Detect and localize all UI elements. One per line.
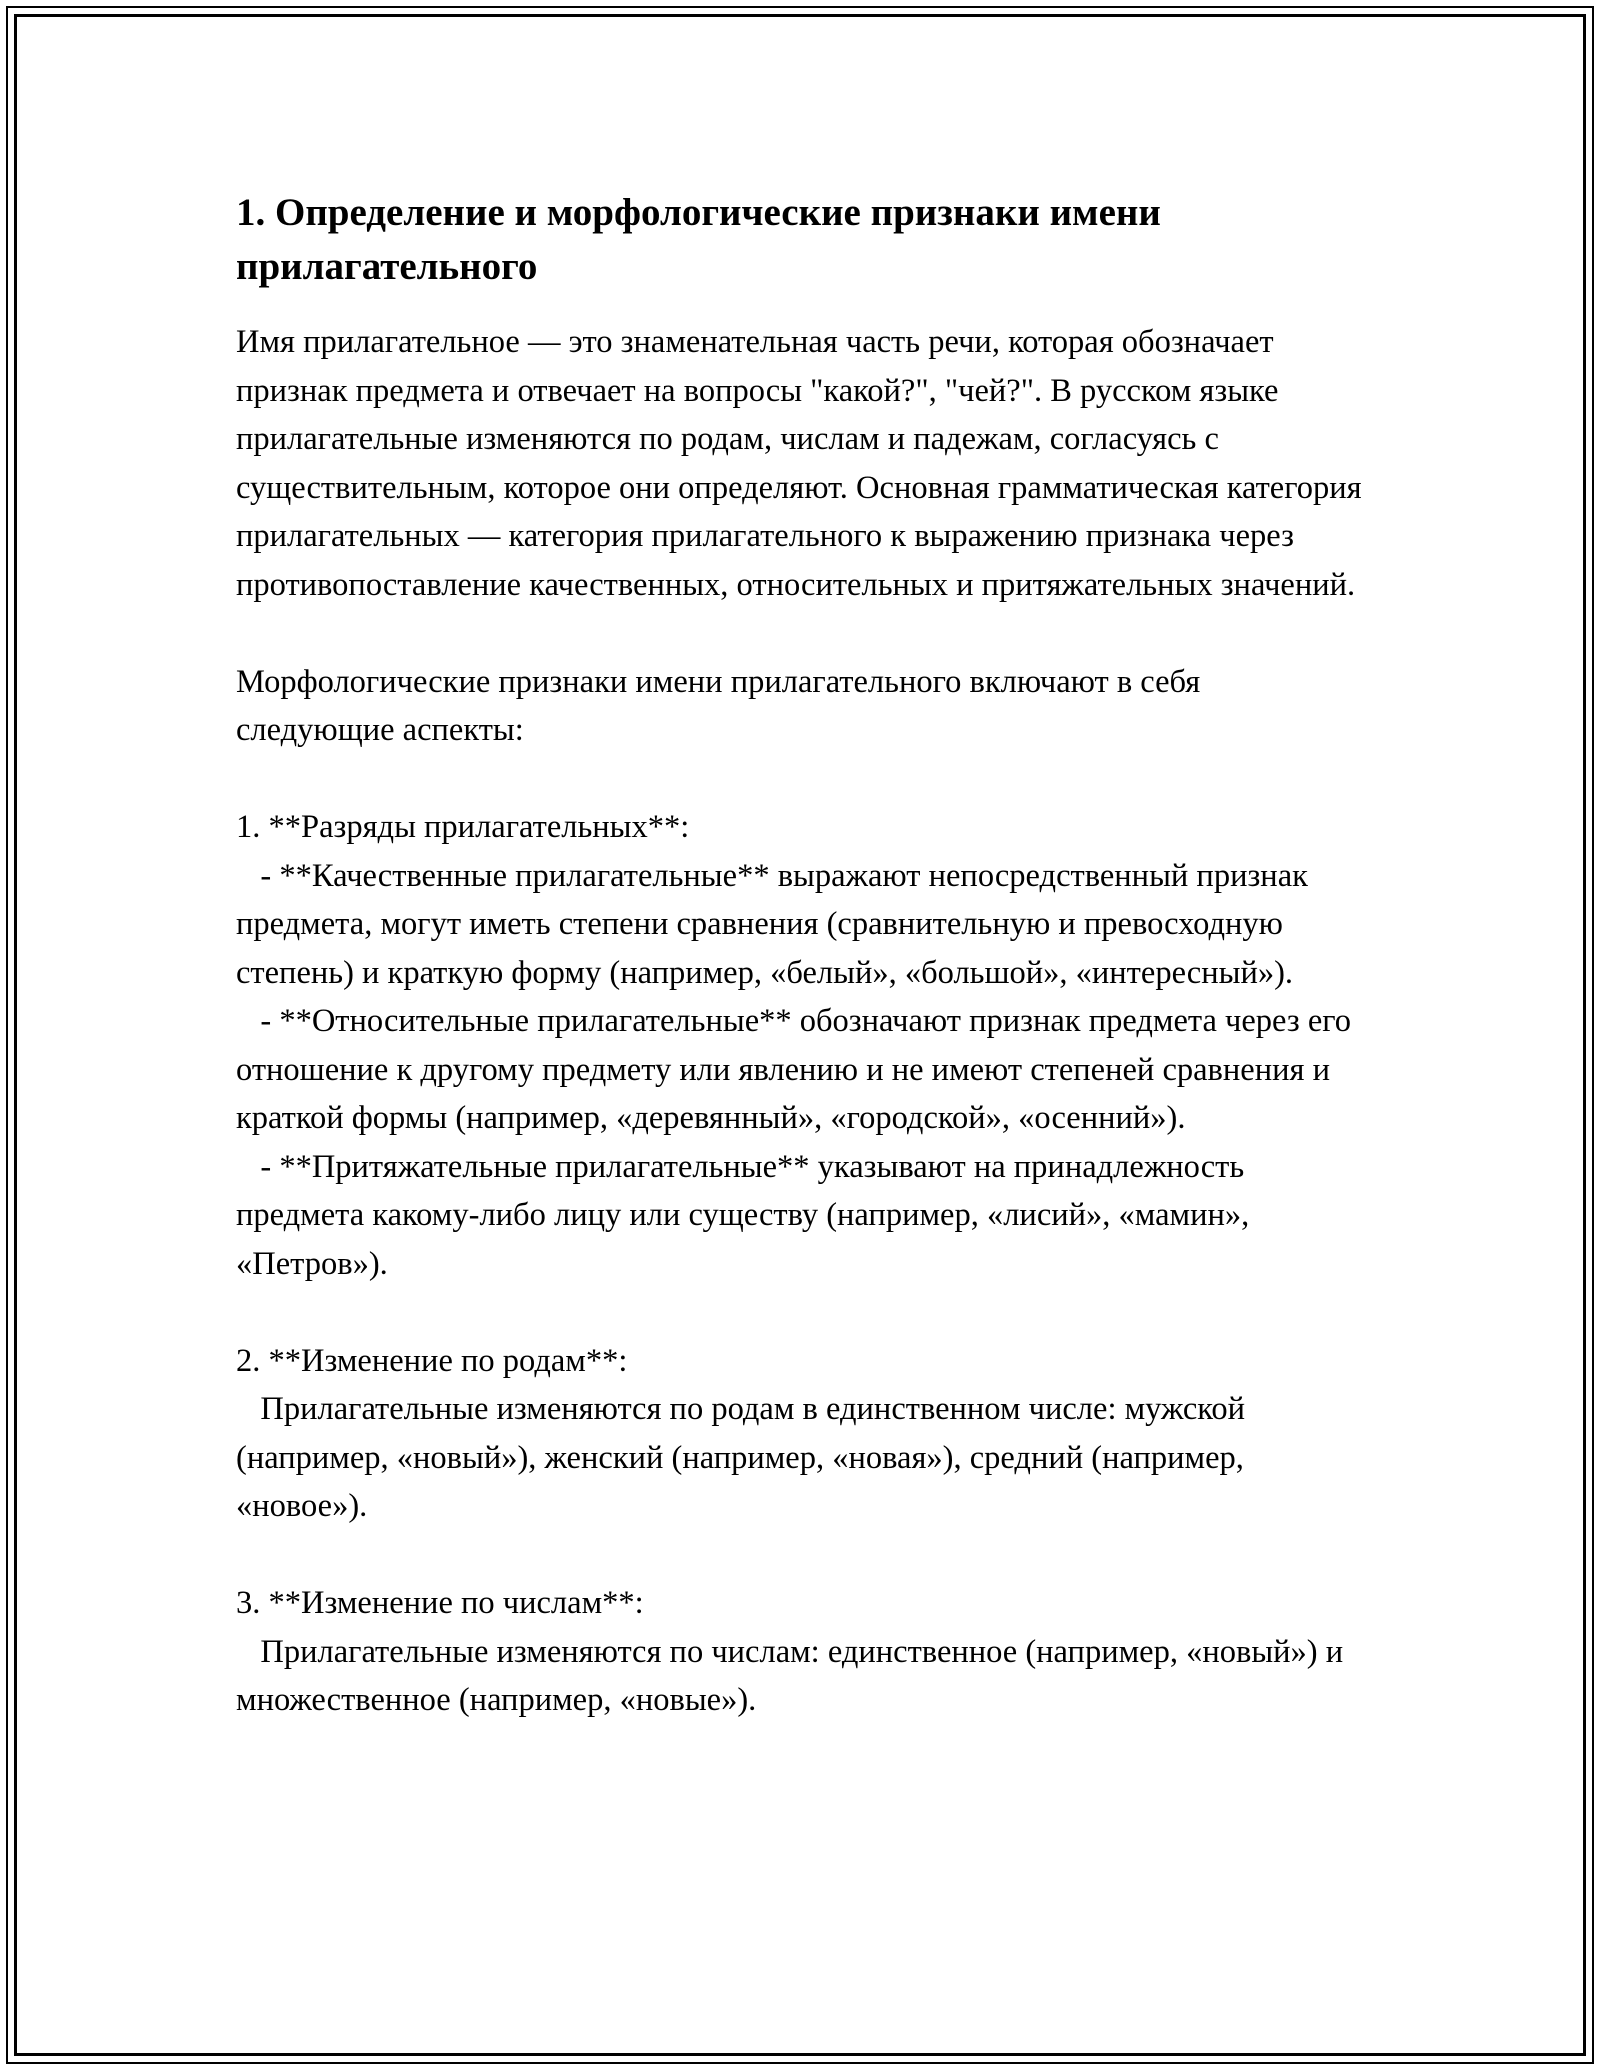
section-body-text: Имя прилагательное — это знаменательная часть речи, которая обозначает признак предмета и отвечает на вопросы "какой?", "чей?". В русском языке прилагательные изменяются по родам, числам и падежам, согласуясь с существительным, которое они определяют. Основная грамматическая категория прилагательных — категория прилагательного к выражению признака через противопоставление качественных, относительных и притяжательных значений. Морфологические признаки имени прилагательного включают в себя следующие аспекты: 1. **Разряды прилагательных**: - **Качественные прилагательные** выражают непосредственный признак предмета, могут иметь степени сравнения (сравнительную и превосходную степень) и краткую форму (например, «белый», «большой», «интересный»). - **Относительные прилагательные** обозначают признак предмета через его отношение к другому предмету или явлению и не имеют степеней сравнения и краткой формы (например, «деревянный», «городской», «осенний»). - **Притяжательные прилагательные** указывают на принадлежность предмета какому-либо лицу или существу (например, «лисий», «мамин», «Петров»). 2. **Изменение по родам**: Прилагательные изменяются по родам в единственном числе: мужской (например, «новый»), женский (например, «новая»), средний (например, «новое»). 3. **Изменение по числам**: Прилагательные изменяются по числам: единственное (например, «новый») и множественное (например, «новые»). xyxy=(236,324,1362,1718)
document-content xyxy=(236,186,1366,1725)
section-heading: 1. Определение и морфологические признаки имени прилагательного xyxy=(236,191,1161,288)
